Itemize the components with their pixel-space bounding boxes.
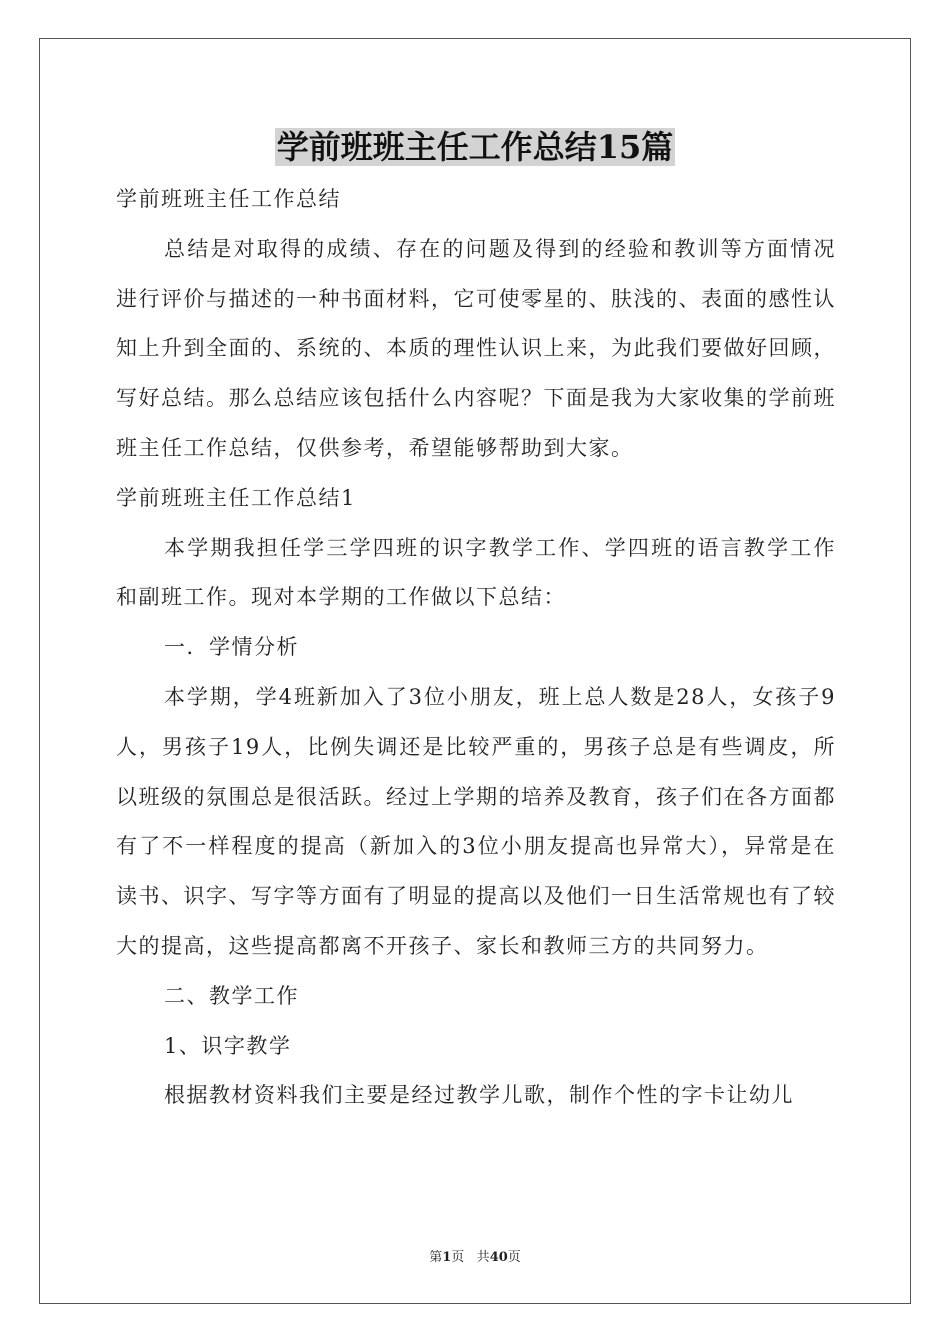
paragraph: 学前班班主任工作总结1	[116, 485, 356, 510]
paragraph: 本学期我担任学三学四班的识字教学工作、学四班的语言教学工作和副班工作。现对本学期的工作做以下总结：	[116, 535, 836, 610]
footer-total-prefix: 共	[476, 1250, 490, 1265]
document-title-text: 学前班班主任工作总结15篇	[276, 128, 674, 166]
page-footer	[0, 1246, 950, 1265]
document-body	[116, 175, 836, 1121]
footer-total-pages: 40	[489, 1250, 508, 1265]
footer-page-prefix: 第	[429, 1250, 443, 1265]
document-title	[0, 124, 950, 170]
footer-total-suffix: 页	[507, 1250, 521, 1265]
paragraph: 1、识字教学	[164, 1033, 292, 1058]
footer-page-number: 1	[442, 1250, 452, 1265]
paragraph: 本学期，学4班新加入了3位小朋友，班上总人数是28人，女孩子9人，男孩子19人，比例失调还是比较严重的，男孩子总是有些调皮，所以班级的氛围总是很活跃。经过上学期的培养及教育，孩子们在各方面都有了不一样程度的提高（新加入的3位小朋友提高也异常大），异常是在读书、识字、写字等方面有了明显的提高以及他们一日生活常规也有了较大的提高，这些提高都离不开孩子、家长和教师三方的共同努力。	[116, 684, 836, 958]
paragraph: 学前班班主任工作总结	[116, 187, 341, 211]
paragraph: 一．学情分析	[164, 635, 299, 660]
paragraph: 总结是对取得的成绩、存在的问题及得到的经验和教训等方面情况进行评价与描述的一种书面材料，它可使零星的、肤浅的、表面的感性认知上升到全面的、系统的、本质的理性认识上来，为此我们要做好回顾，写好总结。那么总结应该包括什么内容呢？下面是我为大家收集的学前班班主任工作总结，仅供参考，希望能够帮助到大家。	[116, 236, 836, 460]
paragraph: 根据教材资料我们主要是经过教学儿歌，制作个性的字卡让幼儿	[164, 1083, 794, 1108]
footer-page-suffix: 页	[451, 1250, 465, 1265]
paragraph: 二、教学工作	[164, 983, 299, 1008]
